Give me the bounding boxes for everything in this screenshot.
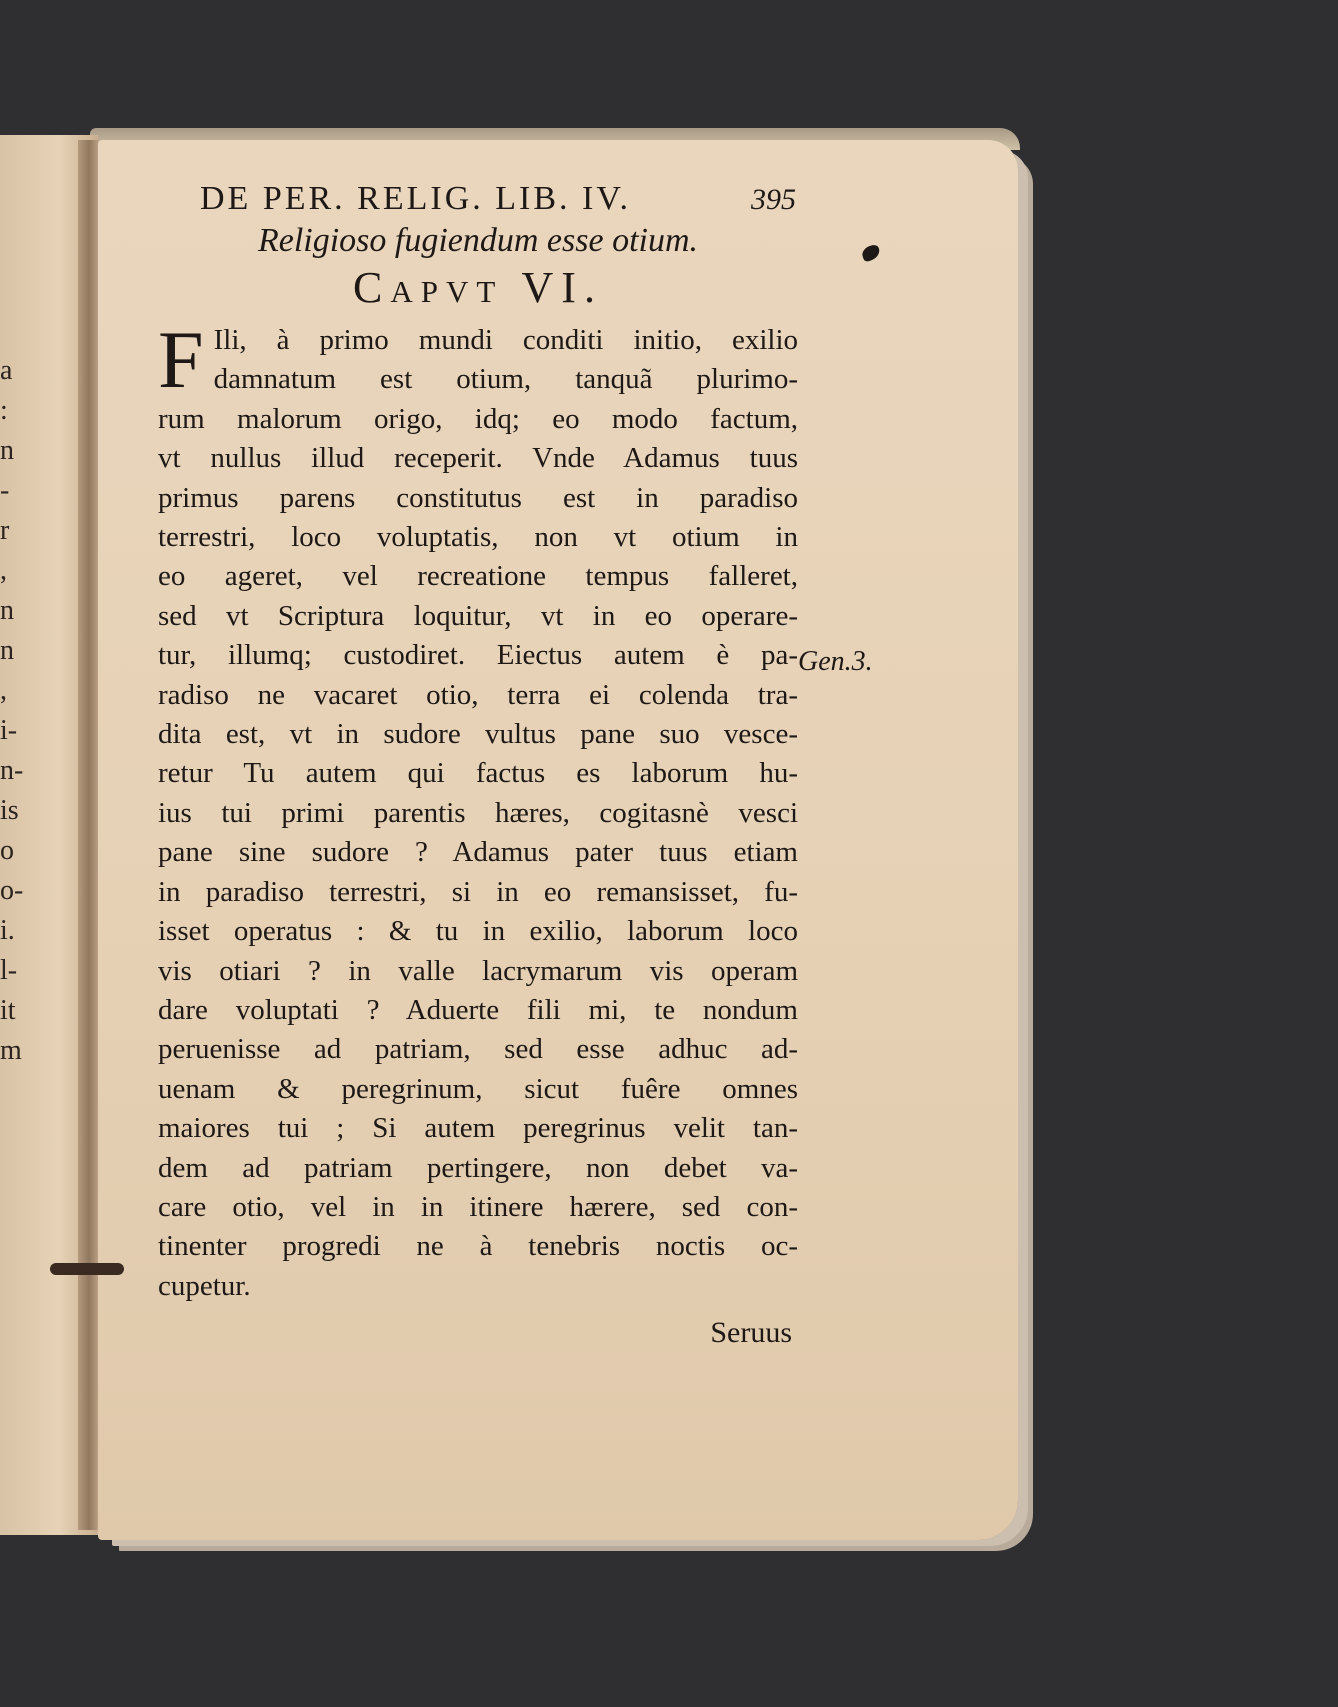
left-fragment: i-: [0, 715, 18, 746]
text-line: dem ad patriam pertingere, non debet va-: [158, 1151, 798, 1184]
body-text: [158, 314, 798, 1306]
book-gutter: [78, 140, 100, 1530]
ink-stain: [50, 1263, 124, 1275]
left-page-text-fragments: [0, 355, 40, 1075]
margin-note: Gen.3.: [798, 646, 873, 677]
text-line: damnatum est otium, tanquã plurimo-: [213, 363, 798, 396]
left-fragment: :: [0, 395, 8, 426]
left-fragment: ,: [0, 675, 7, 706]
text-line: rum malorum origo, idq; eo modo factum,: [158, 402, 798, 435]
text-line: peruenisse ad patriam, sed esse adhuc ad-: [158, 1033, 798, 1066]
text-line: tinenter progredi ne à tenebris noctis oc-: [158, 1230, 798, 1263]
left-fragment: m: [0, 1035, 22, 1066]
text-line: vt nullus illud receperit. Vnde Adamus tuus: [158, 442, 798, 475]
drop-capital: F: [158, 314, 204, 405]
left-fragment: i.: [0, 915, 15, 946]
left-fragment: n-: [0, 755, 24, 786]
left-fragment: l-: [0, 955, 18, 986]
text-line: radiso ne vacaret otio, terra ei colenda tra-: [158, 678, 798, 711]
text-line: pane sine sudore ? Adamus pater tuus etiam: [158, 836, 798, 869]
text-line: maiores tui ; Si autem peregrinus velit tan-: [158, 1112, 798, 1145]
left-fragment: n: [0, 595, 14, 626]
left-fragment: o: [0, 835, 14, 866]
left-fragment: o-: [0, 875, 24, 906]
text-line: Ili, à primo mundi conditi initio, exilio: [213, 324, 798, 356]
left-fragment: a: [0, 355, 13, 386]
text-line: isset operatus : & tu in exilio, laborum loco: [158, 915, 798, 948]
chapter-heading: Capvt VI.: [353, 263, 603, 312]
text-line: care otio, vel in in itinere hærere, sed con-: [158, 1190, 798, 1223]
text-line: vis otiari ? in valle lacrymarum vis operam: [158, 954, 798, 987]
text-line: terrestri, loco voluptatis, non vt otium in: [158, 521, 798, 554]
left-fragment: n: [0, 435, 14, 466]
catchword: Seruus: [710, 1316, 792, 1350]
left-fragment: ,: [0, 555, 7, 586]
text-line: in paradiso terrestri, si in eo remansisset, fu-: [158, 875, 798, 908]
left-fragment: r: [0, 515, 10, 546]
text-line: primus parens constitutus est in paradiso: [158, 481, 798, 514]
left-fragment: is: [0, 795, 19, 826]
text-line: uenam & peregrinum, sicut fuêre omnes: [158, 1072, 798, 1105]
page-text-block: [158, 180, 798, 1350]
text-line: dare voluptati ? Aduerte fili mi, te nondum: [158, 993, 798, 1026]
running-head: [200, 180, 796, 218]
running-head-title: DE PER. RELIG. LIB. IV.: [200, 180, 632, 217]
text-line: cupetur.: [158, 1269, 251, 1302]
left-fragment: -: [0, 475, 10, 506]
left-fragment: it: [0, 995, 16, 1026]
text-line: sed vt Scriptura loquitur, vt in eo operare-: [158, 599, 798, 632]
text-line: ius tui primi parentis hæres, cogitasnè vesci: [158, 796, 798, 829]
section-title: Religioso fugiendum esse otium.: [257, 222, 699, 259]
page-number: 395: [751, 183, 796, 216]
text-line: dita est, vt in sudore vultus pane suo vesce-: [158, 718, 798, 751]
left-fragment: n: [0, 635, 14, 666]
text-line: tur, illumq; custodiret. Eiectus autem è pa-: [158, 639, 798, 672]
text-line: eo ageret, vel recreatione tempus falleret,: [158, 560, 798, 593]
text-line: retur Tu autem qui factus es laborum hu-: [158, 757, 798, 790]
